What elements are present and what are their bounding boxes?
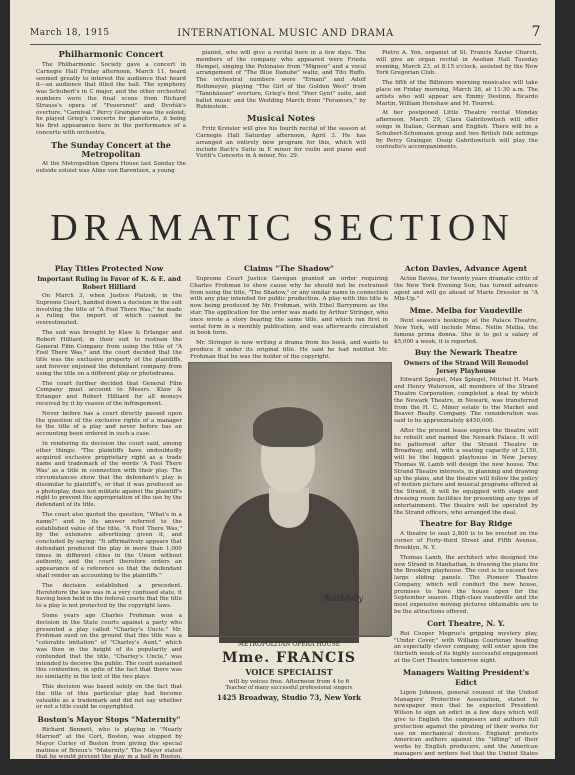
shadow-text-2: Mr. Stringer is now writing a drama from his book, and wants to produce it under its original title. He said he had notified Mr. Frohman that he was the holder of the copyright. bbox=[190, 340, 388, 360]
ad-role: VOICE SPECIALIST bbox=[245, 667, 333, 677]
portrait-photo bbox=[188, 362, 392, 636]
newark-text-2: After the present lease expires the theatre will be rebuilt and named the Newark Palace. It will be patterned after the Strand Theatre in Broadway, and, with a seating capacity of 2,150, will be the biggest playhouse in New Jersey. Thomas W. Lamb will design the new house. The Strand Theatre interests, in planning and drawing up the plans, and the theatre will follow the policy of motion picture and musical programs offered at the Strand, it will be equipped with stage and dressing room facilities for presenting any type of entertainment. The theatre will be operated by the Strand officers, who arranged the deal. bbox=[394, 427, 538, 516]
middle-column bbox=[190, 264, 388, 360]
cort-text: Roi Cooper Megrue's gripping mystery play, "Under Cover," with William Courtenay heading an especially clever company, will enter upon the thirtieth week of its highly successful engagement at the Cort Theatre tomorrow night. bbox=[394, 630, 538, 665]
ad-venue: METROPOLITAN OPERA HOUSE bbox=[237, 641, 341, 648]
newspaper-page bbox=[10, 0, 555, 774]
notes-title: Musical Notes bbox=[246, 114, 316, 125]
play-titles-p4: Never before has a court directly passed upon the question of the exclusive rights of a manager to the title of a play and never before has an accounting been ordered in such a case. bbox=[36, 410, 182, 438]
shadow-text: Supreme Court Justice Gavegan granted an order requiring Charles Frohman to show cause why he should not be restrained from using the title, "The Shadow," or any similar name in connection with any play intended for public production. A play with this title is now being produced by Mr. Frohman, with Ethel Barrymore as the star. The application for the order was made by Arthur Stringer, who once wrote a story bearing the same title, and which ran first in serial form in a monthly publication, and was afterwards circulated in book form. bbox=[190, 276, 388, 337]
melba-title: Mme. Melba for Vaudeville bbox=[409, 306, 523, 316]
header-date: March 18, 1915 bbox=[30, 28, 110, 38]
play-titles-p9: This decision was based solely on the fact that the title of this particular play had become valuable as a trademark and did not say whether or not a title could be copyrighted. bbox=[36, 684, 182, 711]
page-header bbox=[30, 24, 541, 42]
left-column bbox=[36, 264, 182, 774]
top-left-column bbox=[36, 50, 186, 210]
play-titles-title: Play Titles Protected Now bbox=[54, 264, 164, 273]
play-titles-p5: In rendering its decision the court said, among other things: "The plaintiffs have undoubtedly acquired exclusive proprietary right as a trade name and trademark of the words 'A Fool There Was' as a title in connection with their play. The circumstances show that the defendant's play is dissimilar to plaintiff's, or that it was produced as a photoplay, does not militate against the plaintiff's right to prevent the appropriation of the use by the defendant of its title. bbox=[36, 440, 182, 509]
ad-address: 1425 Broadway, Studio 73, New York bbox=[216, 693, 362, 702]
gabrilowitsch-text: At her postponed Little Theatre recital Monday afternoon, March 29, Clara Gabrilowitsch will offer songs in Italian, German and English. There will be a Schubert-Schumann group and two British folk settings by Percy Grainger. Ossip Gabrilowitsch will play the contralto's accompaniments. bbox=[376, 110, 538, 151]
sunday-title: The Sunday Concert at the Metropolitan bbox=[51, 139, 171, 159]
header-rule bbox=[30, 44, 541, 45]
boston-title: Boston's Mayor Stops "Maternity" bbox=[37, 715, 181, 725]
cort-title: Cort Theatre, N. Y. bbox=[427, 618, 505, 628]
portrait-signature: Faithfully bbox=[324, 594, 363, 603]
biltmore-text: The fifth of the Biltmore morning musicales will take place on Friday morning, March 26, at 11:30 a.m. The artists who will appear are Emmy Destinn, Ricardo Martin, William Henshaw and M. Tourret. bbox=[376, 80, 538, 107]
edict-text: Ligon Johnson, general counsel of the United Managers' Protective Association, stated to newspaper men that he expected President Wilson to sign an edict in a few days which will give to English the composers and authors full protection against the pirating of their works for use on mechanical devices. England protects American authors against the "lifting" of their works by English producers, and the American managers and writers feel that the United States should reciprocate. bbox=[394, 689, 538, 764]
header-title: INTERNATIONAL MUSIC AND DRAMA bbox=[177, 28, 394, 39]
melba-text: Next season's bookings at the Palace Theatre, New York, will include Mme. Nellie Melba, the famous prima donna. She is to get a salary of $5,000 a week, it is reported. bbox=[394, 318, 538, 345]
play-titles-p8: Some years ago Charles Frohman won a decision in the State courts against a party who presented a play called "Charley's Uncle." Mr. Frohman sued on the ground that this title was a "colorable imitation" of "Charley's Aunt," which was then in the height of its popularity and contended that the title, "Charley's Uncle," was intended to deceive the public. The court sustained this contention, in spite of the fact that there was no similarity in the text of the two plays. bbox=[36, 613, 182, 681]
play-titles-p6: The court also quoted the question, "What's in a name?" and in its answer referred to the established value of the title, "A Fool There Was," by the extensive advertising given it, and concluded by saying: "It affirmatively appears that defendant produced the play in more than 1,000 times in different cities in the Union without authority, and the court therefore orders an appearance of a reference so that the defendant shall render an accounting to the plaintiffs." bbox=[36, 511, 182, 580]
shadow-title: Claims "The Shadow" bbox=[244, 264, 334, 273]
ad-name: Mme. FRANCIS bbox=[221, 650, 356, 666]
acton-text: Acton Davies, for twenty years dramatic critic of the New York Evening Sun, has turned advance agent and will go ahead of Marie Dressler in "A Mix-Up." bbox=[394, 276, 538, 303]
bay-ridge-text: A theatre to seat 2,800 is to be erected on the corner of Forty-third Street and Fifth Avenue, Brooklyn, N. Y. bbox=[394, 531, 538, 551]
portrait-collar bbox=[269, 488, 309, 528]
boston-text: Richard Bennett, who is playing in "Nearly Married" at the Cort, Boston, was stopped by Mayor Curley of Boston from giving the special matinee of Brieux's "Maternity." The Mayor stated that he would prevent the play in a hall in Boston, despite the Mayor, who had threatened to cancel the Cort's license if the play was given. bbox=[36, 727, 182, 774]
play-titles-p2: The suit was brought by Klaw & Erlanger and Robert Hilliard, in their suit to restrain the General Film Company from using the title of "A Fool There Was," and the court decided that the title was the exclusive property of the plaintiffs, and forever enjoined the defendant company from using the title on a different play or photodrama. bbox=[36, 329, 182, 377]
mid-text: pianist, who will give a recital here in a few days. The members of the company who appeared were Frieda Hempel, singing the Polonaise from "Mignon" and a vocal arrangement of "The Blue Danube" waltz, and Tito Ruffo. The orchestral numbers were "Ernani" and Adolf Rothmeyer, playing "The Girl of the Golden West" from "Tannhäuser" overture, Grieg's first "Peer Gynt" suite, and ballet music and the Wedding March from "Feramors," by Rubinstein. bbox=[196, 50, 366, 111]
right-column bbox=[394, 264, 538, 764]
newark-title: Buy the Newark Theatre bbox=[414, 348, 518, 358]
play-titles-p7: The decision established a precedent. Heretofore the law was in a very confused state, it having been held in the federal courts that the title to a play is not protected by the copyright laws. bbox=[36, 582, 182, 610]
newark-text: Edward Spiegel, Max Spiegel, Mitchel H. Mark and Henry Waterson, all members of the Strand Theatre Corporation, completed a deal by which the Newark Theatre, in Newark, was transferred from the H. C. Miner estate to the Market and Beaver Realty Company. The consideration was said to be approximately $450,000. bbox=[394, 377, 538, 425]
sunday-text: At the Metropolitan Opera House last Sunday the outside soloist was Aline van Barentzen, a young bbox=[36, 160, 186, 174]
acton-title: Acton Davies, Advance Agent bbox=[404, 264, 528, 273]
edict-title: Managers Waiting President's Edict bbox=[402, 667, 530, 687]
top-middle-column bbox=[196, 50, 366, 210]
ad-hours: will by voices free. Afternoon from 4 to 6 bbox=[228, 679, 350, 685]
notes-text: Fritz Kreisler will give his fourth recital of the season at Carnegie Hall Saturday afternoon, April 3. He has arranged an entirely new program for this, which will include Bach's Suite in E minor for violin and piano and Viotti's Concerto in A minor, No. 29. bbox=[196, 126, 366, 160]
newark-subtitle: Owners of the Strand Will Remodel Jersey Playhouse bbox=[403, 360, 529, 375]
play-titles-p1: On March 3, when Justice Platzek, in the Supreme Court, handed down a decision in the suit involving the title of "A Fool There Was," he made a ruling the import of which cannot be overestimated. bbox=[36, 293, 182, 327]
play-titles-subtitle: Important Ruling in Favor of K. & E. and Robert Hilliard bbox=[37, 276, 181, 291]
ad-note: Teacher of many successful professional singers bbox=[225, 685, 353, 691]
play-titles-p3: The court further decided that General Film Company must account to Messrs. Klaw & Erlanger and Robert Hilliard for all moneys received by it by reason of the infringement. bbox=[36, 380, 182, 407]
phil-title: Philharmonic Concert bbox=[58, 50, 164, 60]
francis-advertisement bbox=[188, 636, 390, 737]
yon-text: Pietro A. Yon, organist of St. Francis Xavier Church, will give an organ recital in Aeolian Hall Tuesday evening, March 23, at 8:15 o'clock, assisted by the New York Gregorian Club. bbox=[376, 50, 538, 77]
dramatic-section-title: DRAMATIC SECTION bbox=[50, 207, 515, 249]
phil-text: The Philharmonic Society gave a concert in Carnegie Hall Friday afternoon, March 11, heard seemed greatly to interest the audience that heard it—an audience that filled the hall. The symphony was Schubert's in C major, and the other orchestral numbers were the final scene from Richard Strauss's opera of "Feuersnot" and Dvořák's overture, "Carnival." Percy Grainger was the soloist; he played Grieg's concerto for pianoforte, it being his first appearance here in the performance of a concerto with orchestra. bbox=[36, 62, 186, 136]
bay-ridge-text-2: Thomas Lamb, the architect who designed the new Strand in Manhattan, is drawing the plans for the Brooklyn playhouse. The cost is to exceed two large sliding panels. The Pioneer Theatre Company, which will conduct the new house, promises to have the house open for the September season. High-class vaudeville and the most expensive moving pictures obtainable are to be the attractions offered. bbox=[394, 554, 538, 616]
page-number: 7 bbox=[531, 24, 541, 40]
top-right-column bbox=[376, 50, 538, 210]
bay-ridge-title: Theatre for Bay Ridge bbox=[419, 519, 513, 529]
portrait-hair bbox=[253, 407, 323, 447]
